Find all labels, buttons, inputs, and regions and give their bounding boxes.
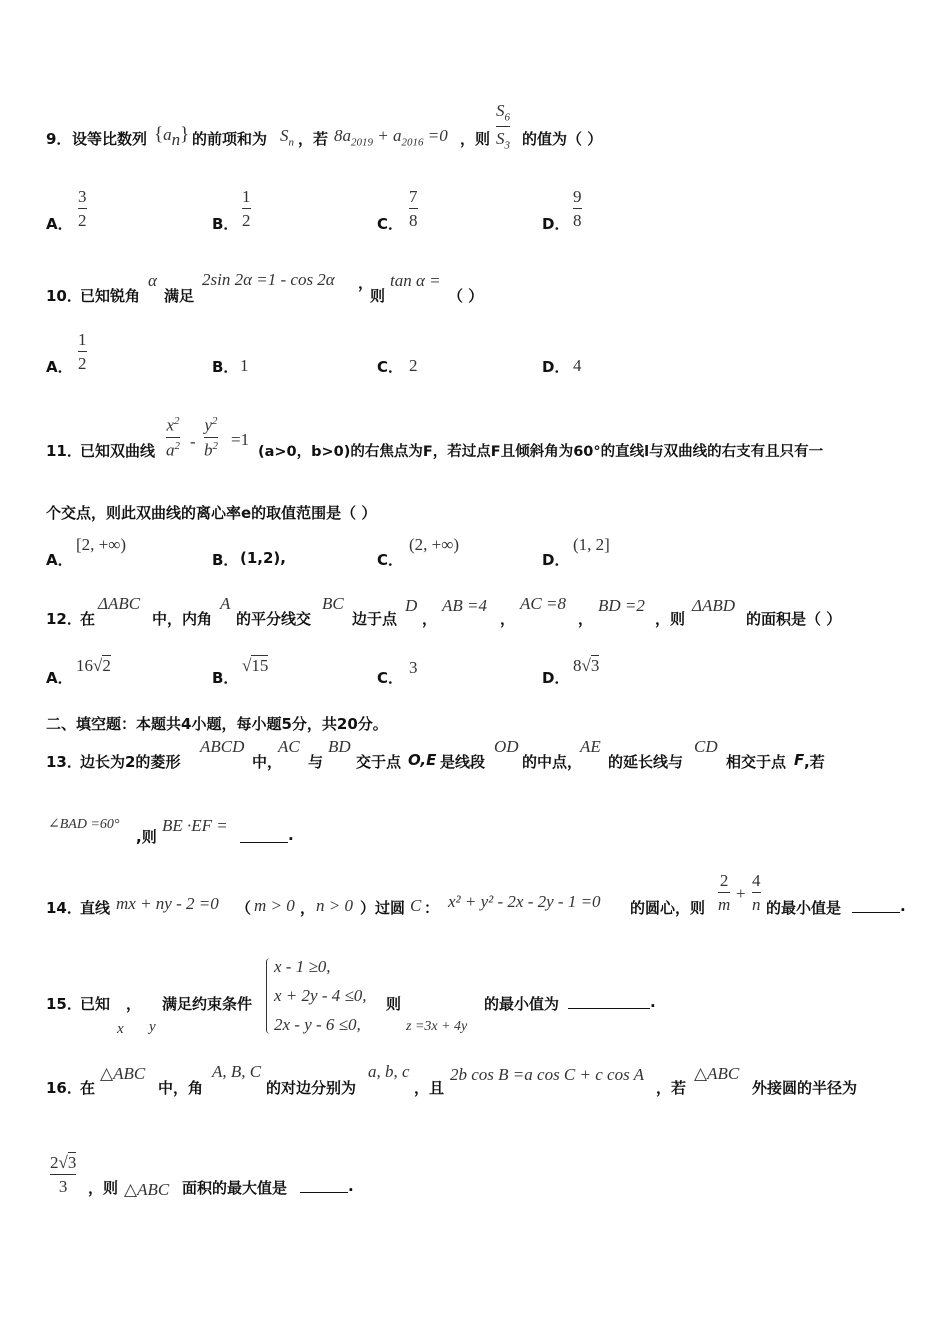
q13-points-oe: O,E bbox=[408, 751, 437, 769]
q12-text6: 的面积是（ ） bbox=[746, 610, 842, 628]
q12-sep1: ， bbox=[422, 610, 438, 628]
q15-constraint-3: 2x - y - 6 ≤0, bbox=[274, 1015, 361, 1034]
q12-ac: AC =8 bbox=[520, 594, 566, 613]
q13-dot-product: BE ·EF = bbox=[162, 816, 228, 835]
q15-brace bbox=[266, 958, 273, 1034]
q16-triangle-2: △ABC bbox=[694, 1064, 740, 1083]
q12-triangle-abd: ΔABD bbox=[692, 596, 736, 615]
q12-text5: ，则 bbox=[655, 610, 686, 628]
q16-triangle-3: △ABC bbox=[124, 1180, 170, 1199]
q11-option-a-label: A． bbox=[46, 551, 73, 569]
q11-text2: (a>0，b>0)的右焦点为F，若过点F且倾斜角为60°的直线l与双曲线的右支有且只有一 bbox=[258, 444, 824, 460]
q12-option-d-value: 8√3 bbox=[573, 656, 600, 675]
q13-cd: CD bbox=[694, 737, 718, 756]
q10-text4: （ ） bbox=[448, 287, 484, 305]
q12-triangle: ΔABC bbox=[98, 594, 141, 613]
q13-abcd: ABCD bbox=[200, 737, 245, 756]
q16-end: . bbox=[348, 1177, 354, 1195]
q16-radius-fraction: 2√3 3 bbox=[50, 1153, 77, 1196]
q14-number: 14． bbox=[46, 899, 82, 917]
q11-option-d-value: (1, 2] bbox=[573, 535, 610, 554]
q16-text2: 中，角 bbox=[158, 1079, 204, 1097]
q12-text3: 的平分线交 bbox=[236, 610, 312, 628]
q15-var-x: x bbox=[117, 1021, 124, 1037]
q14-fraction-1: 2 m bbox=[718, 871, 731, 914]
q16-text3: 的对边分别为 bbox=[266, 1079, 357, 1097]
q15-answer-blank[interactable] bbox=[568, 1008, 650, 1009]
q11-option-a-value: [2, +∞) bbox=[76, 535, 127, 554]
q16-text1: 在 bbox=[80, 1079, 96, 1097]
q13-text1: 边长为2的菱形 bbox=[80, 753, 181, 771]
q14-text4: 的圆心，则 bbox=[630, 899, 706, 917]
q9-option-d-fraction: 9 8 bbox=[573, 187, 582, 230]
q9-text1: 设等比数列 bbox=[72, 130, 148, 148]
q15-end: . bbox=[650, 993, 656, 1011]
q15-number: 15． bbox=[46, 995, 82, 1013]
q13-text9: ,若 bbox=[804, 753, 825, 771]
q10-option-a-fraction: 1 2 bbox=[78, 330, 87, 373]
q16-number: 16． bbox=[46, 1079, 82, 1097]
q11-minus: - bbox=[190, 432, 196, 451]
q9-option-a-fraction: 3 2 bbox=[78, 187, 87, 230]
q10-alpha: α bbox=[148, 271, 157, 290]
q13-ac: AC bbox=[278, 737, 300, 756]
q16-triangle: △ABC bbox=[100, 1064, 146, 1083]
q16-text8: 面积的最大值是 bbox=[182, 1179, 288, 1197]
q14-text1: 直线 bbox=[80, 899, 111, 917]
q9-option-c-label: C． bbox=[377, 215, 404, 233]
q11-option-b-value: (1,2), bbox=[240, 549, 286, 567]
q15-text3: 则 bbox=[386, 995, 402, 1013]
q11-equals: =1 bbox=[231, 430, 250, 449]
q10-text3: 则 bbox=[370, 287, 386, 305]
q13-ae: AE bbox=[580, 737, 601, 756]
q12-option-d-label: D． bbox=[542, 669, 570, 687]
q11-option-c-value: (2, +∞) bbox=[409, 535, 460, 554]
q16-answer-blank[interactable] bbox=[300, 1192, 348, 1193]
q14-m-condition: m > 0 bbox=[254, 896, 295, 915]
q12-number: 12． bbox=[46, 610, 82, 628]
q14-plus: + bbox=[736, 884, 746, 903]
q12-option-b-label: B． bbox=[212, 669, 239, 687]
q9-sum: $S_n$ bbox=[280, 126, 294, 149]
q13-bd: BD bbox=[328, 737, 351, 756]
q10-number: 10． bbox=[46, 287, 82, 305]
q10-option-a-label: A． bbox=[46, 358, 73, 376]
q13-od: OD bbox=[494, 737, 519, 756]
q9-text2: 的前项和为 bbox=[192, 130, 268, 148]
q15-objective: z =3x + 4y bbox=[406, 1019, 468, 1034]
q14-sep: ， bbox=[300, 899, 316, 917]
q12-option-a-value: 16√2 bbox=[76, 656, 111, 675]
q12-bd: BD =2 bbox=[598, 596, 645, 615]
q9-text5: 的值为（ ） bbox=[522, 130, 603, 148]
q10-text1: 已知锐角 bbox=[80, 287, 141, 305]
q9-text3: ，若 bbox=[298, 130, 329, 148]
q14-line-equation: mx + ny - 2 =0 bbox=[116, 894, 219, 913]
q12-option-c-label: C． bbox=[377, 669, 404, 687]
q12-text2: 中，内角 bbox=[152, 610, 213, 628]
q10-equation: 2sin 2α =1 - cos 2α bbox=[202, 270, 335, 289]
q9-option-b-fraction: 1 2 bbox=[242, 187, 251, 230]
q12-option-a-label: A． bbox=[46, 669, 73, 687]
q13-text7: 的延长线与 bbox=[608, 753, 684, 771]
q9-ratio-fraction: $S_6$ $S_3$ bbox=[496, 101, 510, 152]
q13-text2: 中， bbox=[252, 753, 283, 771]
q12-text1: 在 bbox=[80, 610, 96, 628]
q9-option-c-fraction: 7 8 bbox=[409, 187, 418, 230]
q13-angle: ∠BAD =60° bbox=[48, 817, 120, 832]
q11-text1: 已知双曲线 bbox=[80, 442, 156, 460]
q10-option-d-value: 4 bbox=[573, 356, 582, 375]
q9-text4: ，则 bbox=[460, 130, 491, 148]
q13-text5: 是线段 bbox=[440, 753, 486, 771]
q14-text5: 的最小值是 bbox=[766, 899, 842, 917]
q16-text7: ，则 bbox=[88, 1179, 119, 1197]
q13-text8: 相交于点 bbox=[726, 753, 787, 771]
q10-option-b-label: B． bbox=[212, 358, 239, 376]
q16-text4: ，且 bbox=[414, 1079, 445, 1097]
q14-colon: ： bbox=[424, 899, 440, 917]
q15-text4: 的最小值为 bbox=[484, 995, 560, 1013]
q15-constraint-1: x - 1 ≥0, bbox=[274, 957, 331, 976]
q9-condition: $8a_{2019} + a_{2016} =0$ bbox=[334, 126, 448, 149]
q11-option-d-label: D． bbox=[542, 551, 570, 569]
q10-option-b-value: 1 bbox=[240, 356, 249, 375]
q15-text2: 满足约束条件 bbox=[162, 995, 253, 1013]
q12-text4: 边于点 bbox=[352, 610, 398, 628]
q12-option-c-value: 3 bbox=[409, 658, 418, 677]
q14-fraction-2: 4 n bbox=[752, 871, 761, 914]
q15-text1: 已知 bbox=[80, 995, 111, 1013]
q16-text6: 外接圆的半径为 bbox=[752, 1079, 858, 1097]
q11-text3: 个交点，则此双曲线的离心率e的取值范围是（ ） bbox=[46, 504, 377, 522]
q9-option-b-label: B． bbox=[212, 215, 239, 233]
q12-angle-a: A bbox=[220, 594, 231, 613]
q12-ab: AB =4 bbox=[442, 596, 487, 615]
q11-y-fraction: $y^2$ $b^2$ bbox=[204, 415, 218, 460]
q14-circle-name: C bbox=[410, 896, 422, 915]
q10-option-c-label: C． bbox=[377, 358, 404, 376]
q10-text2: 满足 bbox=[164, 287, 195, 305]
q14-text2: （ bbox=[236, 899, 252, 917]
q9-option-a-label: A． bbox=[46, 215, 73, 233]
q9-seq: $\{a_n\}$ bbox=[154, 124, 190, 149]
q12-point-d: D bbox=[405, 596, 418, 615]
section-heading: 二、填空题：本题共4小题，每小题5分，共20分。 bbox=[46, 715, 388, 733]
q10-option-d-label: D． bbox=[542, 358, 570, 376]
q11-option-b-label: B． bbox=[212, 551, 239, 569]
q14-text3: ）过圆 bbox=[360, 899, 406, 917]
q9-number: 9． bbox=[46, 130, 72, 148]
q13-text6: 的中点， bbox=[522, 753, 583, 771]
q16-angles: A, B, C bbox=[212, 1062, 262, 1081]
q13-text10: ,则 bbox=[136, 828, 157, 846]
q12-sep2: ， bbox=[500, 610, 516, 628]
q14-circle-equation: x² + y² - 2x - 2y - 1 =0 bbox=[448, 892, 601, 911]
q15-var-y: y bbox=[149, 1019, 156, 1035]
q14-n-condition: n > 0 bbox=[316, 896, 353, 915]
q14-answer-blank[interactable] bbox=[852, 912, 900, 913]
q13-number: 13． bbox=[46, 753, 82, 771]
q12-option-b-value: √15 bbox=[242, 656, 269, 675]
q13-point-f: F bbox=[794, 751, 805, 769]
q13-end: . bbox=[288, 826, 294, 844]
q16-sides: a, b, c bbox=[368, 1062, 410, 1081]
q13-text4: 交于点 bbox=[356, 753, 402, 771]
q16-text5: ，若 bbox=[656, 1079, 687, 1097]
q10-option-c-value: 2 bbox=[409, 356, 418, 375]
q10-comma: ， bbox=[358, 274, 374, 292]
q12-sep3: ， bbox=[578, 610, 594, 628]
q16-equation: 2b cos B =a cos C + c cos A bbox=[450, 1065, 645, 1084]
q15-comma: ， bbox=[126, 995, 142, 1013]
q11-x-fraction: $x^2$ $a^2$ bbox=[166, 415, 180, 460]
q9-option-d-label: D． bbox=[542, 215, 570, 233]
q12-side-bc: BC bbox=[322, 594, 344, 613]
q13-text3: 与 bbox=[308, 753, 324, 771]
q11-option-c-label: C． bbox=[377, 551, 404, 569]
q13-answer-blank[interactable] bbox=[240, 842, 288, 843]
q10-tan: tan α = bbox=[390, 271, 441, 290]
q15-constraint-2: x + 2y - 4 ≤0, bbox=[274, 986, 367, 1005]
q14-end: . bbox=[900, 897, 906, 915]
q11-number: 11． bbox=[46, 442, 82, 460]
